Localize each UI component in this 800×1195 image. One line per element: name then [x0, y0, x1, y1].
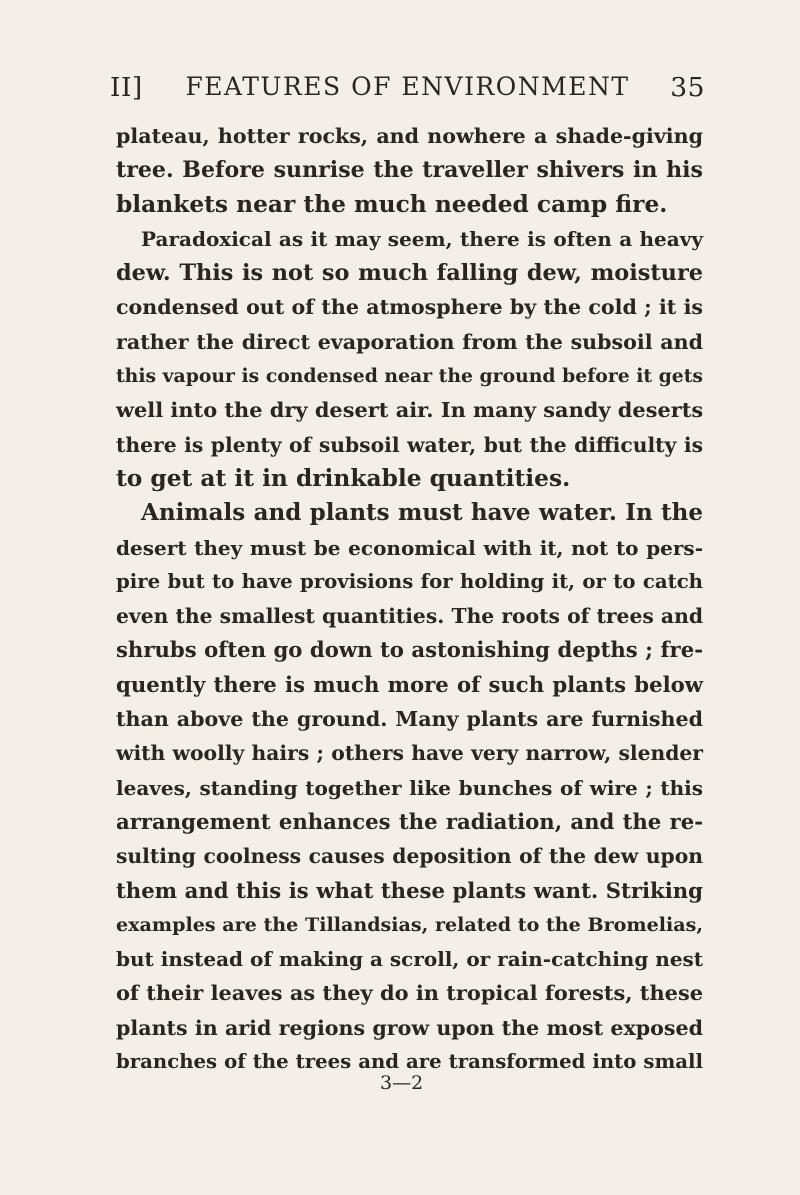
text-line: leaves, standing together like bunches of wire ; this — [116, 775, 703, 800]
text-line: to get at it in drinkable quantities. — [116, 464, 571, 492]
page-number: 35 — [670, 72, 705, 103]
printer-signature-mark: 3—2 — [380, 1072, 424, 1094]
text-line: shrubs often go down to astonishing depths ; fre- — [116, 637, 703, 663]
text-line: dew. This is not so much falling dew, moisture — [116, 260, 703, 287]
text-line: well into the dry desert air. In many sandy deserts — [116, 397, 704, 423]
text-line: sulting coolness causes deposition of the dew upon — [116, 844, 703, 869]
text-line: rather the direct evaporation from the subsoil and — [116, 329, 703, 354]
text-line: plants in arid regions grow upon the most exposed — [116, 1015, 703, 1040]
text-line: pire but to have provisions for holding it, or to catch — [116, 569, 703, 593]
body-text — [116, 119, 703, 1079]
chapter-marker: II] — [110, 72, 143, 103]
text-line: but instead of making a scroll, or rain-catching nest — [116, 947, 704, 972]
text-line: this vapour is condensed near the ground before it gets — [116, 365, 703, 388]
text-line: desert they must be economical with it, not to pers- — [116, 535, 703, 560]
text-line: branches of the trees and are transformed into small — [116, 1050, 703, 1074]
text-line: condensed out of the atmosphere by the cold ; it is — [116, 295, 703, 320]
text-line: arrangement enhances the radiation, and the re- — [116, 808, 703, 834]
text-line: them and this is what these plants want. Striking — [116, 877, 703, 903]
running-title: FEATURES OF ENVIRONMENT — [185, 72, 630, 101]
text-line: of their leaves as they do in tropical forests, these — [116, 980, 703, 1006]
text-line: even the smallest quantities. The roots of trees and — [116, 604, 703, 629]
text-line: Animals and plants must have water. In the — [141, 499, 703, 527]
text-line: examples are the Tillandsias, related to the Bromelias, — [116, 912, 704, 936]
text-line: than above the ground. Many plants are furnished — [116, 707, 703, 732]
text-line: Paradoxical as it may seem, there is often a heavy — [141, 226, 703, 251]
text-line: blankets near the much needed camp fire. — [116, 190, 668, 218]
text-line: quently there is much more of such plants below — [116, 671, 703, 697]
text-line: with woolly hairs ; others have very narrow, slender — [116, 741, 703, 766]
running-head — [110, 72, 705, 112]
text-line: tree. Before sunrise the traveller shivers in his — [116, 157, 703, 184]
text-line: there is plenty of subsoil water, but the difficulty is — [116, 432, 703, 457]
text-line: plateau, hotter rocks, and nowhere a shade-giving — [116, 124, 703, 148]
